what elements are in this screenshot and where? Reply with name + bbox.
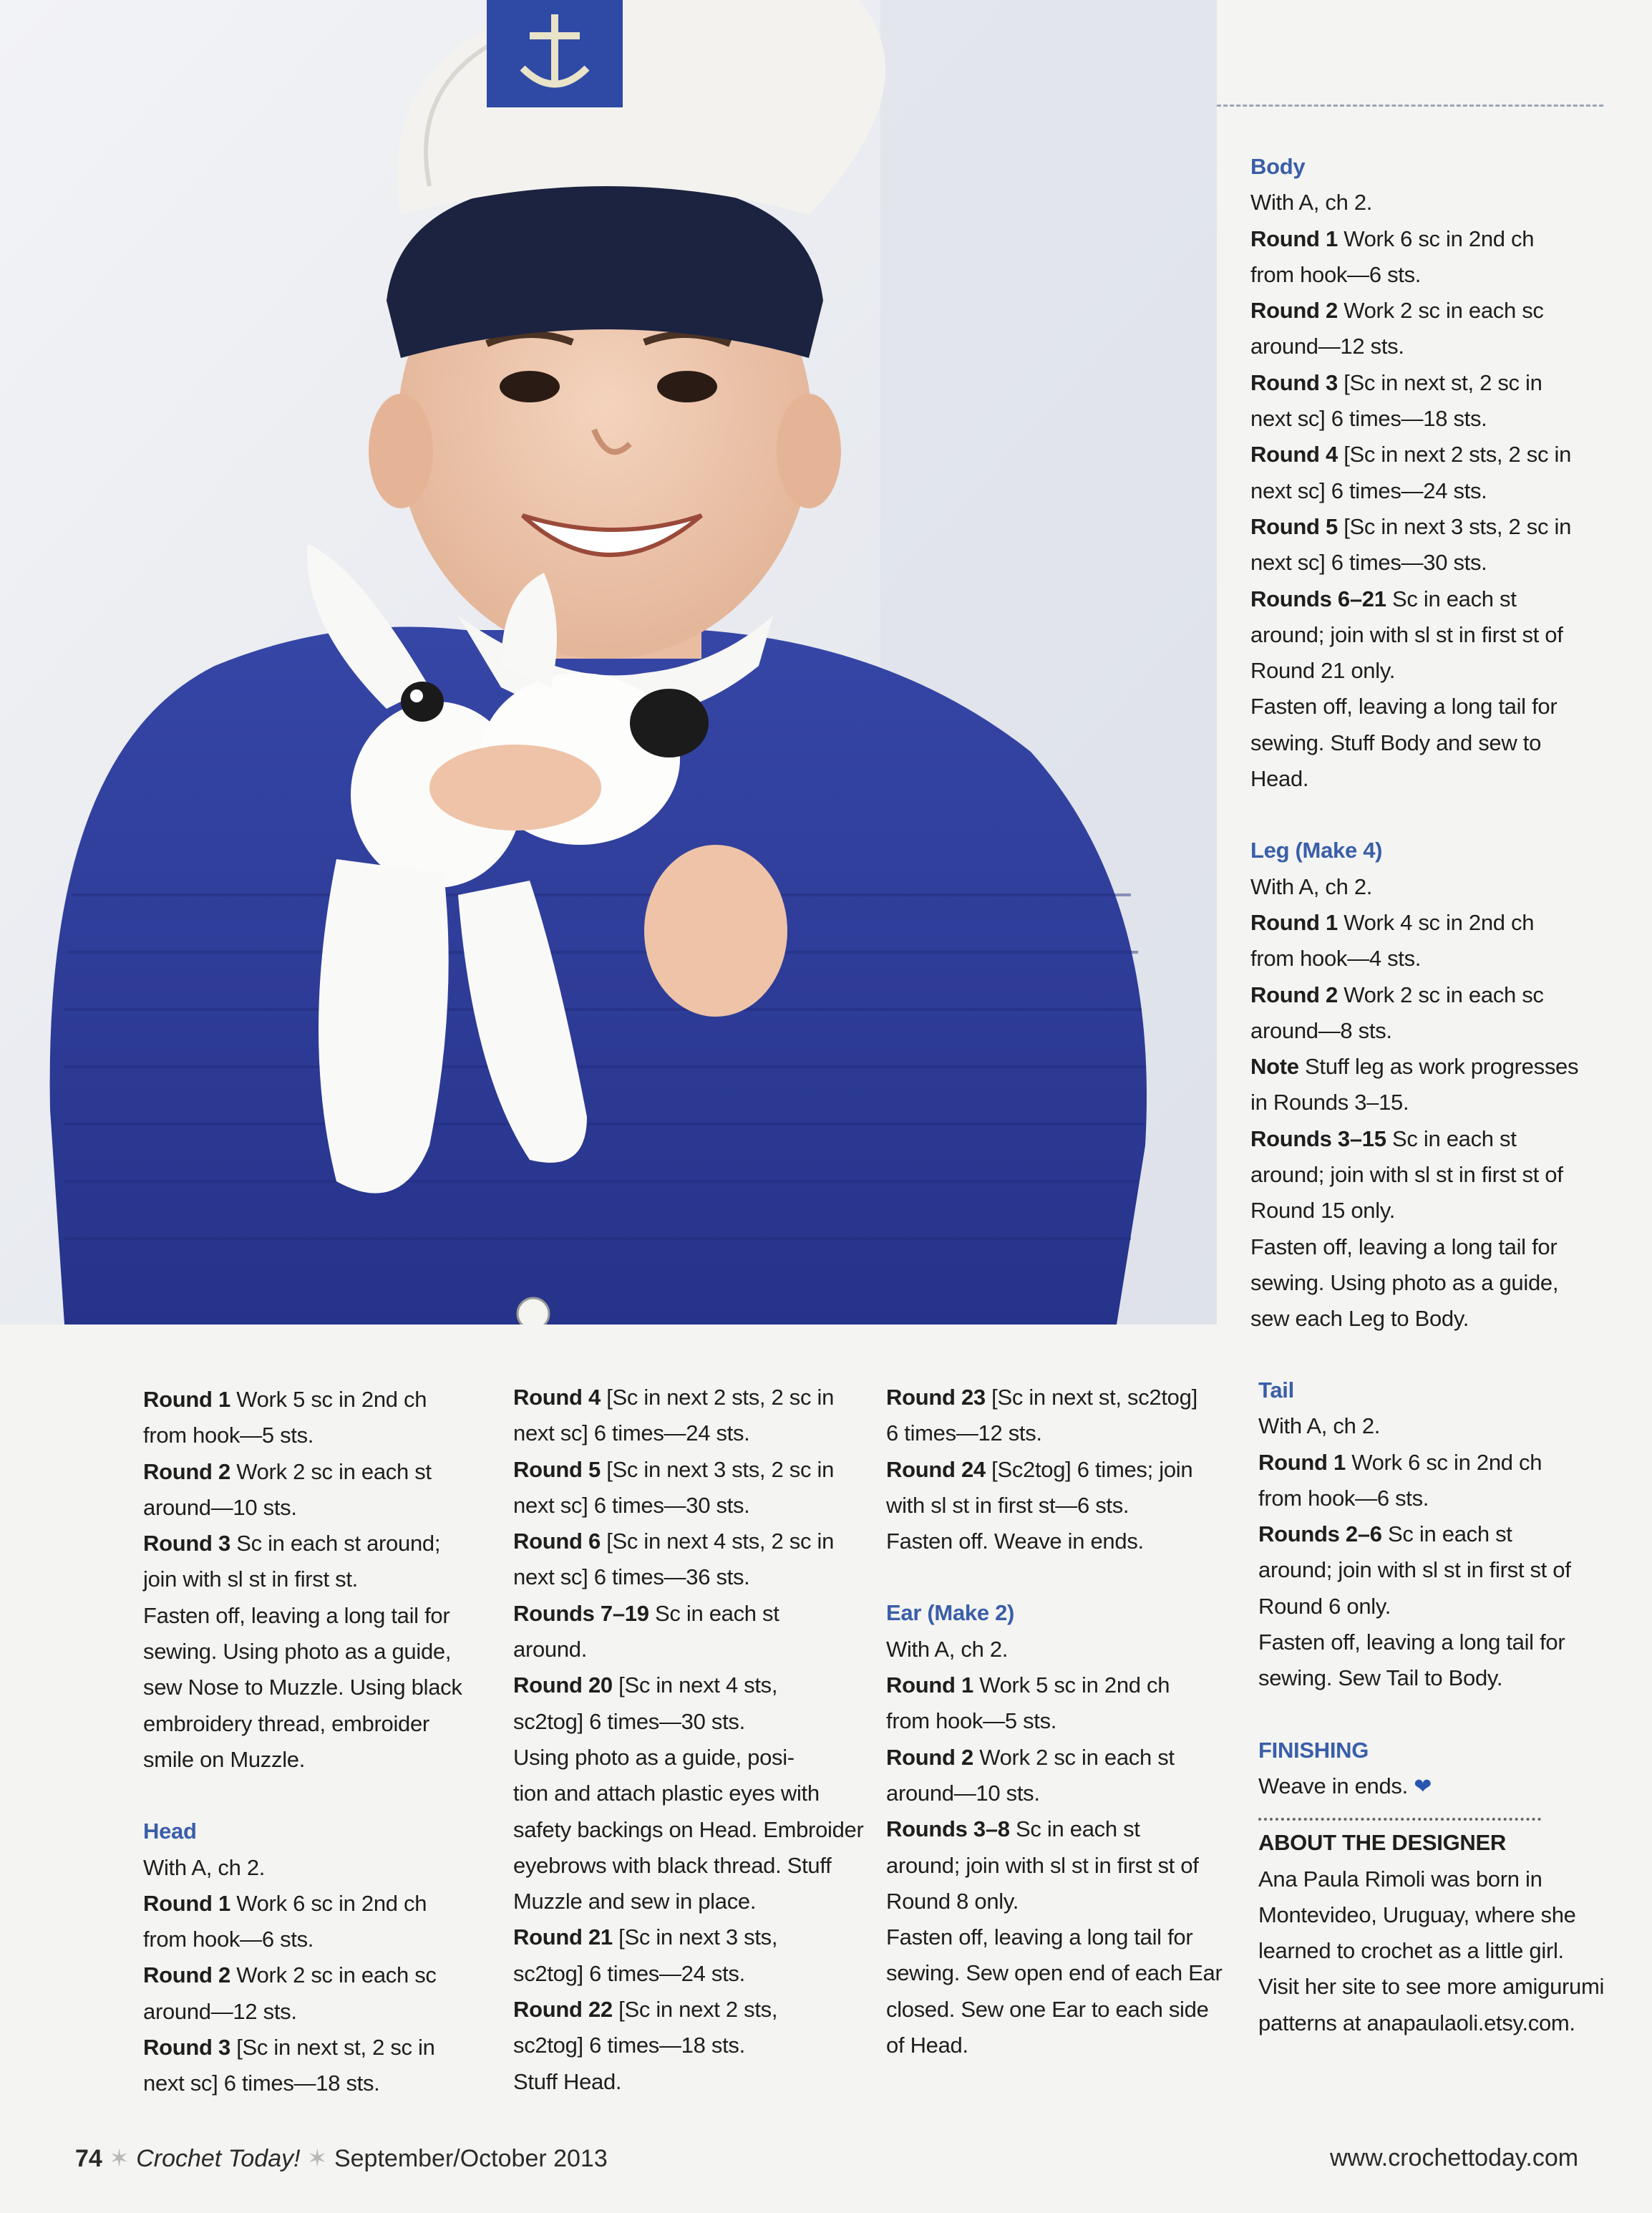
round-label: Round 1 <box>143 1387 230 1412</box>
instruction-text: Visit her site to see more amigurumi <box>1258 1974 1605 2000</box>
instruction-text: Head. <box>1250 766 1309 792</box>
round-label: Round 1 <box>1250 909 1338 935</box>
text-line <box>143 1922 487 1957</box>
section-heading: Ear (Make 2) <box>886 1600 1015 1626</box>
instruction-text: [Sc in next st, sc2tog] <box>985 1385 1197 1410</box>
instruction-text: sc2tog] 6 times—24 sts. <box>513 1960 745 1986</box>
instruction-text: patterns at anapaulaoli.etsy.com. <box>1258 2010 1575 2035</box>
instruction-text: from hook—6 sts. <box>143 1927 314 1952</box>
section-gap <box>1258 1697 1616 1733</box>
separator-icon: ✶ <box>109 2145 130 2172</box>
instruction-text: With A, ch 2. <box>143 1854 266 1880</box>
round-label: Round 22 <box>513 1997 613 2023</box>
text-line <box>143 1850 487 1886</box>
text-line <box>513 1380 864 1415</box>
round-label: Round 1 <box>1250 226 1338 251</box>
column-4-bottom <box>1258 1372 1616 2041</box>
text-line <box>513 1415 864 1451</box>
text-line <box>1250 437 1623 473</box>
text-line <box>513 1776 864 1811</box>
instruction-text: around; join with sl st in first st of <box>1250 621 1563 647</box>
column-4-top <box>1250 149 1623 1337</box>
round-label: Rounds 3–8 <box>886 1816 1010 1842</box>
instruction-text: around—12 sts. <box>1250 334 1404 359</box>
instruction-text: around—8 sts. <box>1250 1017 1392 1043</box>
text-line <box>513 1524 864 1559</box>
instruction-text: sc2tog] 6 times—18 sts. <box>513 2033 745 2058</box>
text-line <box>1250 293 1623 329</box>
text-line <box>1250 365 1623 401</box>
column-3 <box>886 1380 1237 2063</box>
instruction-text: around—10 sts. <box>143 1494 297 1520</box>
text-line <box>513 1848 864 1884</box>
instruction-text: 6 times—12 sts. <box>886 1420 1042 1446</box>
text-line <box>1250 1229 1623 1265</box>
text-line <box>513 1704 864 1740</box>
instruction-text: from hook—5 sts. <box>143 1423 314 1448</box>
text-line <box>513 1919 864 1955</box>
instruction-text: Montevideo, Uruguay, where she <box>1258 1902 1576 1927</box>
section-gap <box>1250 797 1623 833</box>
instruction-text: around; join with sl st in first st of <box>1258 1557 1571 1583</box>
instruction-text: Using photo as a guide, posi- <box>513 1744 795 1770</box>
instruction-text: With A, ch 2. <box>1250 190 1373 216</box>
instruction-text: around—12 sts. <box>143 1998 297 2024</box>
text-line <box>513 1740 864 1776</box>
instruction-text: Work 5 sc in 2nd ch <box>973 1672 1170 1698</box>
text-line <box>886 1776 1237 1811</box>
instruction-text: next sc] 6 times—30 sts. <box>513 1492 750 1518</box>
instruction-text: Sc in each st <box>648 1600 779 1626</box>
round-label: Round 2 <box>1250 298 1338 324</box>
text-line <box>1250 725 1623 761</box>
instruction-text: With A, ch 2. <box>1250 873 1373 899</box>
instruction-text: Work 5 sc in 2nd ch <box>230 1387 427 1412</box>
instruction-text: next sc] 6 times—30 sts. <box>1250 550 1487 576</box>
instruction-text: next sc] 6 times—18 sts. <box>1250 406 1487 432</box>
instruction-text: tion and attach plastic eyes with <box>513 1781 820 1806</box>
instruction-text: Round 6 only. <box>1258 1593 1391 1619</box>
magazine-name: Crochet Today! <box>136 2145 301 2172</box>
instruction-text: Sc in each st <box>1386 1125 1517 1151</box>
instruction-text: Work 2 sc in each st <box>973 1744 1175 1770</box>
instruction-text: Fasten off, leaving a long tail for <box>1250 694 1558 720</box>
text-line <box>1250 1121 1623 1157</box>
instruction-text: join with sl st in first st. <box>143 1566 358 1592</box>
instruction-text: around; join with sl st in first st of <box>1250 1162 1563 1188</box>
text-line <box>1250 221 1623 257</box>
text-line <box>143 1742 487 1778</box>
instruction-text: sew Nose to Muzzle. Using black <box>143 1675 462 1700</box>
text-line <box>1250 149 1623 185</box>
instruction-text: With A, ch 2. <box>1258 1413 1381 1439</box>
instruction-text: smile on Muzzle. <box>143 1746 306 1772</box>
section-heading: Leg (Make 4) <box>1250 838 1383 863</box>
round-label: Round 3 <box>143 1531 230 1556</box>
text-line <box>1250 545 1623 581</box>
section-heading: FINISHING <box>1258 1737 1369 1763</box>
text-line <box>143 1706 487 1742</box>
round-label: Round 24 <box>886 1456 986 1482</box>
text-line <box>1250 761 1623 797</box>
text-line <box>513 1667 864 1703</box>
instruction-text: from hook—5 sts. <box>886 1708 1057 1734</box>
text-line <box>1250 1265 1623 1301</box>
round-label: Round 1 <box>143 1890 230 1916</box>
instruction-text: sewing. Sew Tail to Body. <box>1258 1665 1503 1691</box>
instruction-text: Sc in each st around; <box>230 1531 441 1556</box>
text-line <box>143 1814 487 1849</box>
instruction-text: embroidery thread, embroider <box>143 1710 429 1736</box>
round-label: Round 4 <box>1250 442 1338 468</box>
instruction-text: [Sc2tog] 6 times; join <box>985 1456 1193 1482</box>
text-line <box>886 1848 1237 1884</box>
instruction-text: [Sc in next 3 sts, 2 sc in <box>1337 513 1572 539</box>
text-line <box>143 1994 487 2030</box>
instruction-text: next sc] 6 times—24 sts. <box>1250 478 1487 503</box>
text-line <box>1258 1589 1616 1624</box>
instruction-text: Work 4 sc in 2nd ch <box>1337 909 1535 935</box>
text-line <box>1250 1301 1623 1337</box>
section-heading: Tail <box>1258 1377 1294 1403</box>
round-label: Round 2 <box>143 1458 230 1484</box>
instruction-text: Stuff leg as work progresses <box>1298 1054 1579 1080</box>
column-2 <box>513 1380 864 2100</box>
text-line <box>1250 1193 1623 1229</box>
text-line <box>513 1488 864 1524</box>
text-line <box>1250 905 1623 941</box>
dashed-divider <box>1217 105 1603 107</box>
round-label: Round 2 <box>1250 982 1338 1007</box>
round-label: Round 3 <box>1250 369 1338 395</box>
instruction-text: Round 15 only. <box>1250 1198 1396 1224</box>
text-line <box>1258 1624 1616 1660</box>
text-line <box>886 1740 1237 1776</box>
text-line <box>143 1454 487 1490</box>
text-line <box>1258 1408 1616 1444</box>
text-line <box>1250 833 1623 868</box>
round-label: Rounds 6–21 <box>1250 586 1386 611</box>
text-line <box>513 1956 864 1992</box>
text-line <box>143 1598 487 1634</box>
instruction-text: eyebrows with black thread. Stuff <box>513 1852 832 1878</box>
instruction-text: [Sc in next 3 sts, 2 sc in <box>600 1456 835 1482</box>
round-label: Round 6 <box>513 1529 601 1554</box>
instruction-text: sewing. Stuff Body and sew to <box>1250 730 1542 755</box>
instruction-text: sew each Leg to Body. <box>1250 1306 1469 1332</box>
instruction-text: with sl st in first st—6 sts. <box>886 1492 1129 1518</box>
issue-date: September/October 2013 <box>334 2145 608 2172</box>
instruction-text: Work 2 sc in each sc <box>230 1962 437 1988</box>
instruction-text: around; join with sl st in first st of <box>886 1852 1199 1878</box>
text-line <box>886 1667 1237 1703</box>
instruction-text: next sc] 6 times—18 sts. <box>143 2071 380 2096</box>
heart-icon: ❤ <box>1414 1774 1432 1798</box>
text-line <box>143 2030 487 2066</box>
instruction-text: [Sc in next 2 sts, 2 sc in <box>1337 442 1572 468</box>
instruction-text: Weave in ends. <box>1258 1773 1414 1798</box>
text-line <box>1258 1768 1616 1805</box>
round-label: Round 2 <box>886 1744 973 1770</box>
instruction-text: sewing. Using photo as a guide, <box>1250 1269 1559 1295</box>
text-line <box>1258 1897 1616 1933</box>
text-line <box>886 1919 1237 1955</box>
column-1 <box>143 1382 487 2102</box>
instruction-text: next sc] 6 times—36 sts. <box>513 1564 750 1590</box>
text-line <box>143 1634 487 1670</box>
instruction-text: from hook—6 sts. <box>1250 261 1422 287</box>
instruction-text: Stuff Head. <box>513 2068 622 2094</box>
instruction-text: [Sc in next 2 sts, <box>612 1997 778 2023</box>
text-line <box>886 1488 1237 1524</box>
instruction-text: Fasten off, leaving a long tail for <box>1250 1234 1558 1259</box>
round-label: Round 1 <box>886 1672 973 1698</box>
text-line <box>1250 1013 1623 1049</box>
text-line <box>1250 941 1623 977</box>
round-label: Rounds 2–6 <box>1258 1521 1382 1547</box>
instruction-text: sc2tog] 6 times—30 sts. <box>513 1708 745 1734</box>
text-line <box>886 1380 1237 1415</box>
instruction-text: from hook—4 sts. <box>1250 946 1422 972</box>
instruction-text: around—10 sts. <box>886 1780 1040 1806</box>
text-line <box>1258 1969 1616 2005</box>
text-line <box>1258 1660 1616 1696</box>
instruction-text: Fasten off. Weave in ends. <box>886 1529 1144 1554</box>
round-label: Round 4 <box>513 1385 601 1410</box>
text-line <box>1250 401 1623 437</box>
text-line <box>513 1632 864 1667</box>
text-line <box>886 1811 1237 1847</box>
text-line <box>1258 1516 1616 1552</box>
text-line <box>1250 473 1623 509</box>
instruction-text: Work 2 sc in each st <box>230 1458 432 1484</box>
dotted-divider <box>1258 1818 1541 1821</box>
text-line <box>143 1526 487 1561</box>
instruction-text: Round 8 only. <box>886 1888 1019 1914</box>
round-label: Round 21 <box>513 1924 613 1950</box>
text-line <box>1250 1157 1623 1193</box>
round-label: Rounds 7–19 <box>513 1600 649 1626</box>
text-line <box>513 1812 864 1848</box>
text-line <box>1258 1861 1616 1897</box>
instruction-text: Work 2 sc in each sc <box>1337 982 1544 1007</box>
text-line <box>1250 1085 1623 1120</box>
text-line <box>1250 329 1623 364</box>
section-heading: Head <box>143 1819 197 1844</box>
instruction-text: With A, ch 2. <box>886 1636 1009 1662</box>
text-line <box>1250 1049 1623 1085</box>
text-line <box>513 1559 864 1595</box>
designer-heading: ABOUT THE DESIGNER <box>1258 1830 1506 1856</box>
text-line <box>1258 1933 1616 1969</box>
instruction-text: [Sc in next 3 sts, <box>612 1924 778 1950</box>
instruction-text: [Sc in next 2 sts, 2 sc in <box>600 1385 835 1410</box>
instruction-text: Work 2 sc in each sc <box>1337 298 1544 324</box>
text-line <box>1258 1445 1616 1481</box>
instruction-text: [Sc in next 4 sts, 2 sc in <box>600 1529 835 1554</box>
text-line <box>886 1884 1237 1919</box>
text-line <box>143 2066 487 2101</box>
instruction-text: Work 6 sc in 2nd ch <box>1345 1449 1542 1475</box>
instruction-text: learned to crochet as a little girl. <box>1258 1938 1564 1964</box>
text-line <box>1258 1825 1616 1861</box>
footer-left <box>75 2144 608 2173</box>
text-line <box>886 1703 1237 1739</box>
round-label: Round 2 <box>143 1962 230 1988</box>
instruction-text: from hook—6 sts. <box>1258 1485 1429 1511</box>
text-line <box>513 1452 864 1488</box>
text-line <box>143 1382 487 1418</box>
text-line <box>886 1452 1237 1488</box>
separator-icon: ✶ <box>307 2145 328 2172</box>
text-line <box>1258 1552 1616 1588</box>
text-line <box>886 1955 1237 1991</box>
text-line <box>886 1992 1237 2028</box>
text-line <box>513 2064 864 2100</box>
instruction-text: Round 21 only. <box>1250 658 1396 684</box>
instruction-text: in Rounds 3–15. <box>1250 1090 1409 1115</box>
instruction-text: Work 6 sc in 2nd ch <box>1337 226 1535 251</box>
text-line <box>143 1561 487 1597</box>
round-label: Round 23 <box>886 1385 986 1410</box>
text-line <box>1258 2005 1616 2041</box>
instruction-text: next sc] 6 times—24 sts. <box>513 1420 750 1446</box>
instruction-text: Work 6 sc in 2nd ch <box>230 1890 427 1916</box>
round-label: Round 3 <box>143 2035 230 2061</box>
text-line <box>1250 185 1623 221</box>
text-line <box>1250 689 1623 725</box>
round-label: Rounds 3–15 <box>1250 1125 1386 1151</box>
instruction-text: sewing. Using photo as a guide, <box>143 1639 452 1665</box>
text-line <box>1250 581 1623 617</box>
text-line <box>886 1595 1237 1631</box>
page-number: 74 <box>75 2145 102 2172</box>
text-line <box>513 2028 864 2063</box>
text-line <box>143 1957 487 1993</box>
text-line <box>513 1992 864 2028</box>
text-line <box>1250 617 1623 653</box>
round-label: Round 20 <box>513 1672 613 1698</box>
instruction-text: sewing. Sew open end of each Ear <box>886 1960 1223 1986</box>
instruction-text: Sc in each st <box>1009 1816 1140 1842</box>
section-gap <box>143 1778 487 1814</box>
text-line <box>513 1884 864 1919</box>
instruction-text: closed. Sew one Ear to each side <box>886 1996 1209 2022</box>
text-line <box>886 1524 1237 1559</box>
section-heading: Body <box>1250 154 1306 179</box>
instruction-text: safety backings on Head. Embroider <box>513 1816 864 1842</box>
text-line <box>1250 257 1623 293</box>
sailor-boy-with-plush-dog-photo <box>0 0 1217 1325</box>
round-label: Round 5 <box>513 1456 601 1482</box>
text-line <box>1258 1481 1616 1516</box>
instruction-text: Sc in each st <box>1386 586 1517 611</box>
text-line <box>1250 977 1623 1013</box>
text-line <box>886 1415 1237 1451</box>
text-line <box>143 1418 487 1453</box>
instruction-text: Fasten off, leaving a long tail for <box>1258 1630 1565 1655</box>
instruction-text: [Sc in next st, 2 sc in <box>1337 369 1542 395</box>
instruction-text: Ana Paula Rimoli was born in <box>1258 1866 1542 1892</box>
text-line <box>886 1632 1237 1667</box>
text-line <box>1258 1733 1616 1768</box>
round-label: Round 5 <box>1250 513 1338 539</box>
text-line <box>1250 509 1623 545</box>
instruction-text: Fasten off, leaving a long tail for <box>886 1924 1193 1950</box>
instruction-text: of Head. <box>886 2033 968 2058</box>
text-line <box>886 2028 1237 2063</box>
instruction-text: around. <box>513 1637 588 1662</box>
text-line <box>513 1596 864 1632</box>
round-label: Round 1 <box>1258 1449 1346 1475</box>
section-gap <box>886 1559 1237 1595</box>
text-line <box>1250 869 1623 905</box>
instruction-text: [Sc in next 4 sts, <box>612 1672 778 1698</box>
instruction-text: Muzzle and sew in place. <box>513 1889 757 1914</box>
instruction-text: Fasten off, leaving a long tail for <box>143 1602 450 1628</box>
round-label: Note <box>1250 1054 1299 1080</box>
cover-photo <box>0 0 1217 1325</box>
text-line <box>143 1886 487 1922</box>
text-line <box>1258 1372 1616 1408</box>
instruction-text: [Sc in next st, 2 sc in <box>230 2035 435 2061</box>
text-line <box>143 1670 487 1705</box>
text-line <box>1250 653 1623 689</box>
footer-website: www.crochettoday.com <box>1330 2144 1579 2171</box>
instruction-text: Sc in each st <box>1381 1521 1512 1547</box>
text-line <box>143 1490 487 1526</box>
